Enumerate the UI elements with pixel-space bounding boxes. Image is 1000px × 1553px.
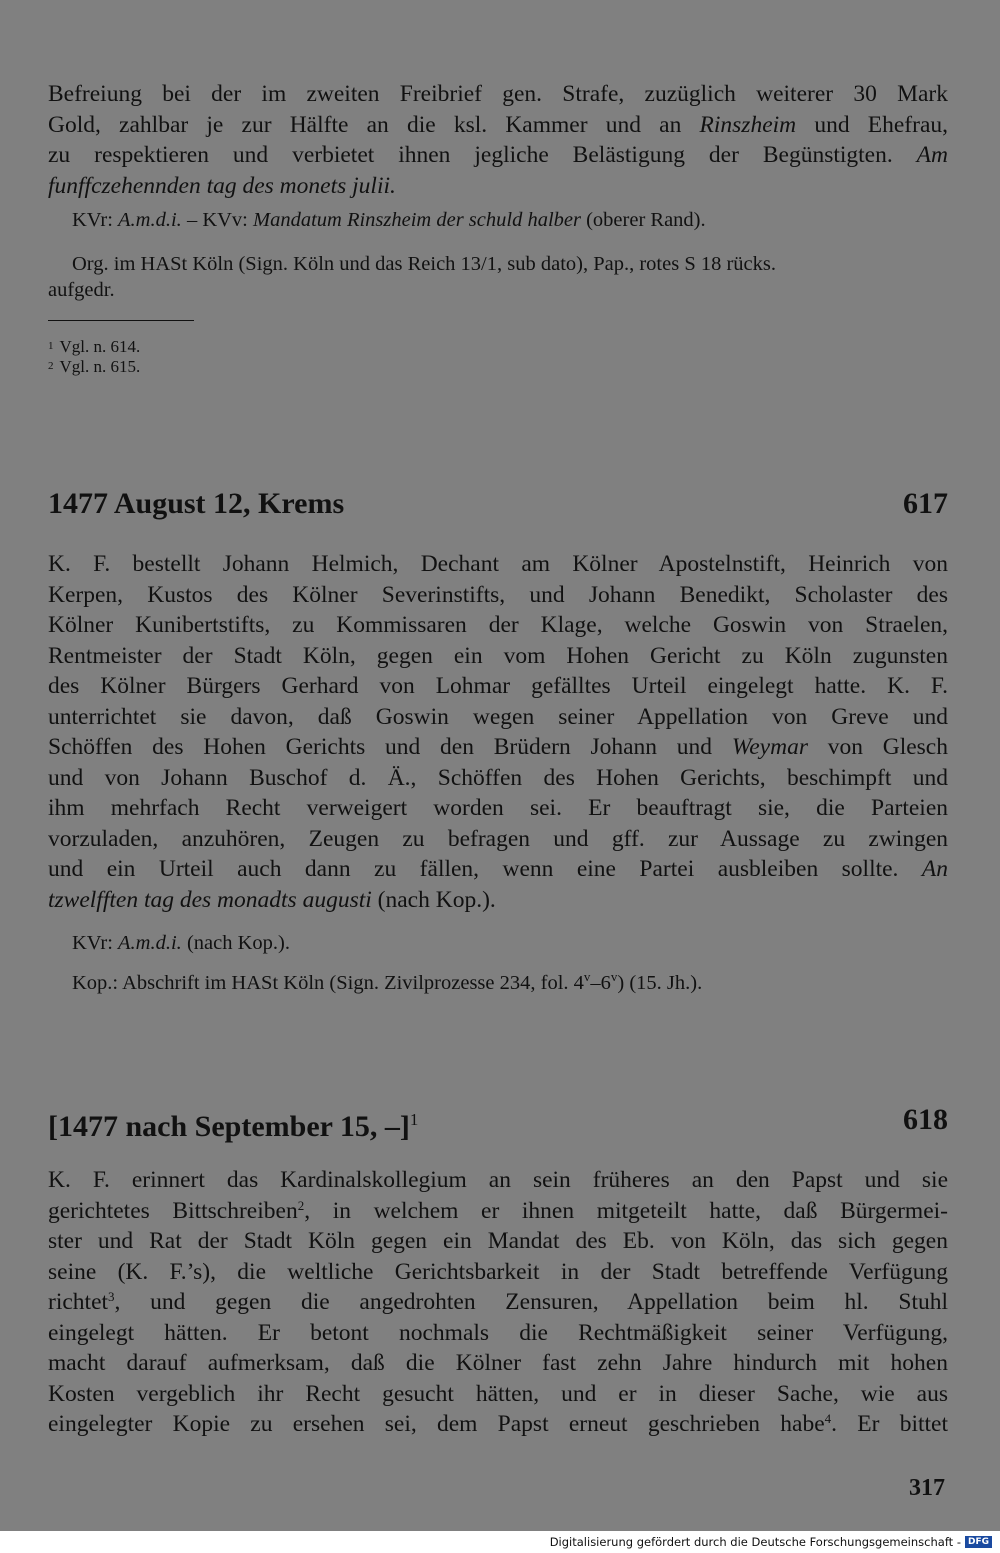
text-line: Kerpen, Kustos des Kölner Severinstifts, und Johann Benedikt, Scholaster des: [48, 581, 948, 608]
footnote: $^1$ Vgl. n. 614.: [48, 337, 141, 356]
text-line: unterrichtet sie davon, daß Goswin wegen seiner Appellation von Greve und: [48, 703, 948, 730]
page-number: 317: [909, 1475, 945, 1501]
entry-date-place: [1477 nach September 15, –]$^1$: [48, 1110, 419, 1143]
text-line: richtet$^3$, und gegen die angedrohten Zensuren, Appellation beim hl. Stuhl: [48, 1289, 948, 1315]
text-line: K. F. bestellt Johann Helmich, Dechant am Kölner Apostelnstift, Heinrich von: [48, 551, 948, 577]
text-line: Rentmeister der Stadt Köln, gegen ein vom Hohen Gericht zu Köln zugunsten: [48, 642, 948, 669]
text-line: seine (K. F.’s), die weltliche Gerichtsbarkeit in der Stadt betreffende Verfügung: [48, 1258, 948, 1285]
regest-paragraph: [48, 549, 948, 915]
text-line: gerichtetes Bittschreiben$^2$, in welchem er ihnen mitgeteilt hatte, daß Bürgermei-: [48, 1197, 948, 1224]
entry-number: 617: [903, 487, 948, 520]
text-line: ihm mehrfach Recht verweigert worden sei. Er beauftragt sie, die Parteien: [48, 795, 948, 821]
text-line: Befreiung bei der im zweiten Freibrief gen. Strafe, zuzüglich weiterer 30 Mark: [48, 81, 948, 107]
text-line: funffczehennden tag des monets julii.: [48, 172, 396, 199]
text-line: vorzuladen, anzuhören, Zeugen zu befragen und gff. zur Aussage zu zwingen: [48, 825, 948, 852]
text-line: eingelegter Kopie zu ersehen sei, dem Papst erneut geschrieben habe$^4$. Er bittet: [48, 1411, 949, 1437]
footnote: $^2$ Vgl. n. 615.: [48, 357, 141, 376]
entry-heading: [48, 1103, 948, 1144]
text-line: Schöffen des Hohen Gerichts und den Brüdern Johann und Weymar von Glesch: [48, 734, 948, 760]
text-line: K. F. erinnert das Kardinalskollegium an sein früheres an den Papst und sie: [48, 1167, 948, 1193]
text-line: eingelegt hätten. Er betont nochmals die Rechtmäßigkeit seiner Verfügung,: [48, 1319, 948, 1346]
text-line: des Kölner Bürgers Gerhard von Lohmar gefälltes Urteil eingelegt hatte. K. F.: [48, 673, 948, 699]
continuation-paragraph: [48, 79, 948, 201]
regest-paragraph: [48, 1165, 948, 1440]
text-line: ster und Rat der Stadt Köln gegen ein Mandat des Eb. von Köln, das sich gegen: [48, 1228, 948, 1254]
text-line: Gold, zahlbar je zur Hälfte an die ksl. Kammer und an Rinszheim und Ehefrau,: [48, 111, 948, 138]
entry-heading: [48, 487, 948, 521]
text-line: Kölner Kunibertstifts, zu Kommissaren der Klage, welche Goswin von Straelen,: [48, 612, 948, 638]
text-line: und ein Urteil auch dann zu fällen, wenn eine Partei ausbleiben sollte. An: [48, 856, 948, 882]
text-line: tzwelfften tag des monadts augusti (nach Kop.).: [48, 886, 496, 913]
source-note: Kop.: Abschrift im HASt Köln (Sign. Zivilprozesse 234, fol. 4$^v$–6$^v$) (15. Jh.).: [72, 969, 703, 994]
footnote-rule: [48, 320, 194, 321]
entry-number: 618: [903, 1103, 948, 1136]
text-line: Kosten vergeblich ihr Recht gesucht hätten, und er in dieser Sache, wie aus: [48, 1380, 948, 1407]
kanzleivermerk: KVr: A.m.d.i. – KVv: Mandatum Rinszheim der schuld halber (oberer Rand).: [72, 209, 706, 231]
source-note: Org. im HASt Köln (Sign. Köln und das Reich 13/1, sub dato), Pap., rotes S 18 rücks. aufgedr.: [48, 253, 776, 301]
funding-footer: [0, 1531, 1000, 1553]
text-line: zu respektieren und verbietet ihnen jegliche Belästigung der Begünstigten. Am: [48, 142, 948, 168]
text-line: macht darauf aufmerksam, daß die Kölner fast zehn Jahre hindurch mit hohen: [48, 1350, 948, 1376]
dfg-logo: DFG: [965, 1536, 992, 1548]
footer-text: Digitalisierung gefördert durch die Deutsche Forschungsgemeinschaft -: [549, 1535, 961, 1549]
kanzleivermerk: KVr: A.m.d.i. (nach Kop.).: [72, 932, 290, 954]
entry-date-place: 1477 August 12, Krems: [48, 487, 345, 520]
text-line: und von Johann Buschof d. Ä., Schöffen des Hohen Gerichts, beschimpft und: [48, 764, 948, 791]
